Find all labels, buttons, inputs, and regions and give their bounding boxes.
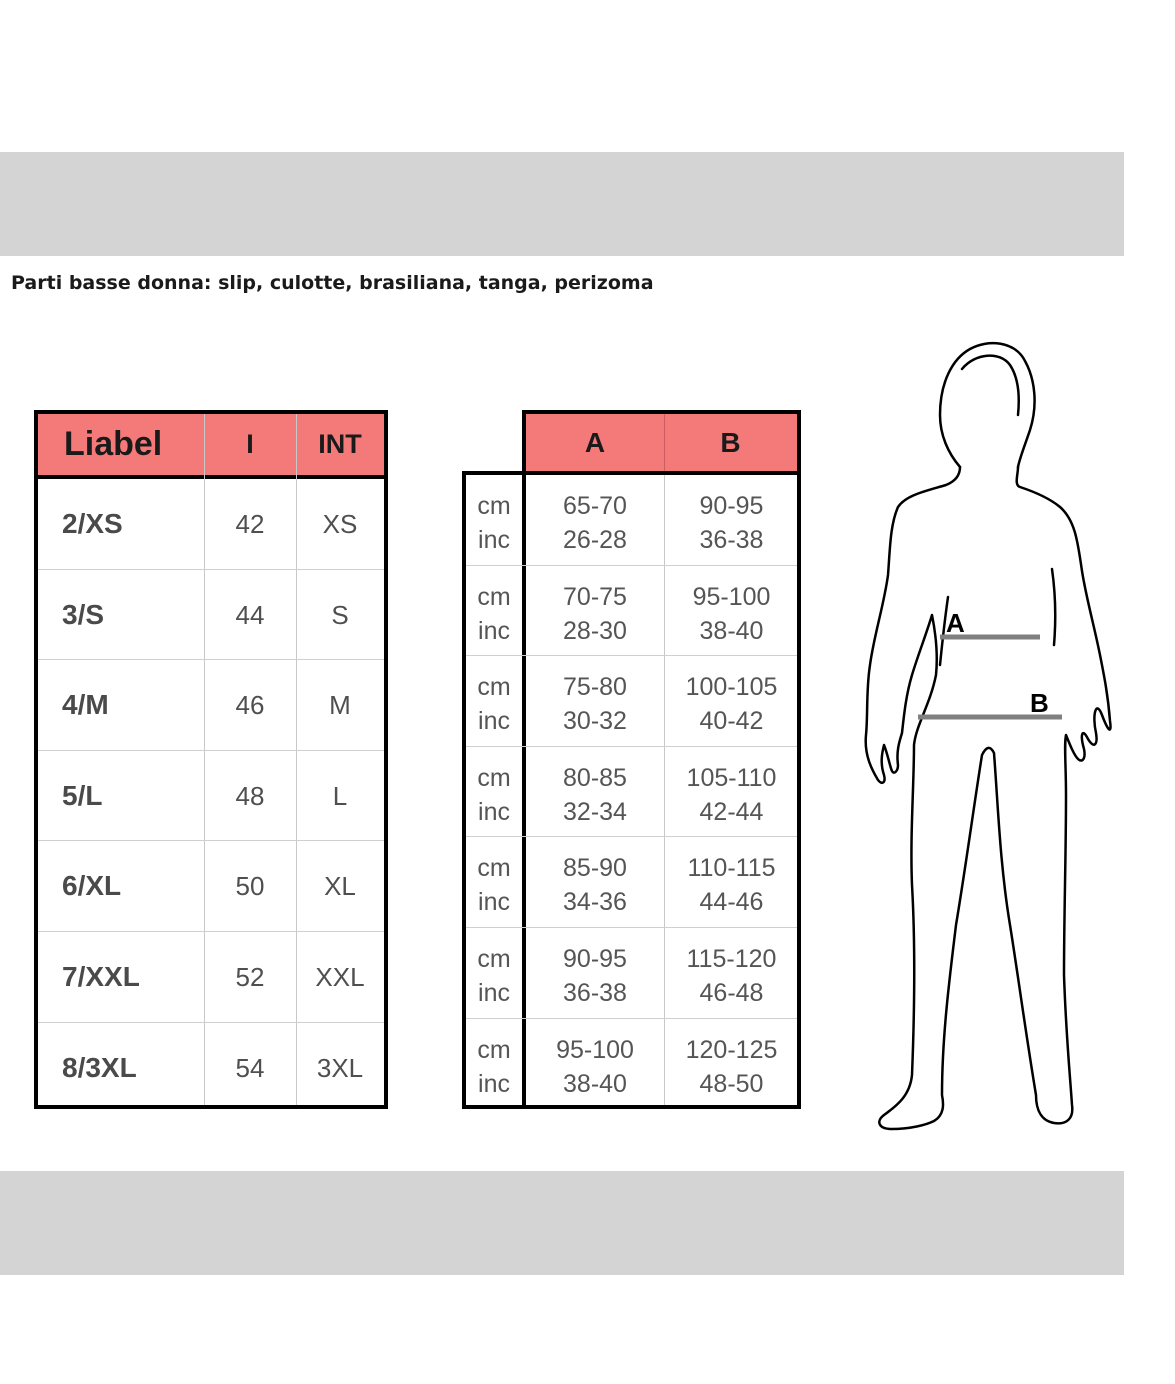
waist-a-cm: 95-100 — [556, 1035, 634, 1064]
size-table-row — [38, 570, 384, 661]
header-international-size: INT — [318, 429, 362, 459]
waist-a-values — [526, 489, 664, 557]
unit-cm: cm — [477, 944, 511, 973]
header-b: B — [720, 427, 741, 458]
unit-cm: cm — [477, 854, 511, 883]
size-table-row — [38, 932, 384, 1023]
hip-b-values — [665, 851, 798, 919]
product-caption: Parti basse donna: slip, culotte, brasiliana, tanga, perizoma — [11, 272, 654, 294]
italian-size: 44 — [235, 599, 265, 630]
hip-b-values — [665, 942, 798, 1010]
international-size: L — [332, 780, 348, 811]
liabel-size: 5/L — [62, 779, 103, 811]
international-size: XS — [322, 509, 358, 539]
size-table-header — [38, 414, 384, 479]
unit-cm: cm — [477, 763, 511, 792]
international-size: S — [331, 599, 349, 630]
waist-a-cm: 80-85 — [563, 763, 627, 792]
size-table-row — [38, 751, 384, 842]
waist-a-values — [526, 670, 664, 738]
hip-b-values — [665, 670, 798, 738]
liabel-size: 7/XXL — [62, 960, 140, 992]
header-a: A — [584, 427, 606, 458]
figure-label-b: B — [1030, 688, 1049, 718]
measure-table-header — [522, 410, 801, 475]
hip-b-inch: 42-44 — [699, 797, 764, 826]
waist-a-cm: 65-70 — [563, 492, 627, 520]
measurement-table — [462, 471, 801, 1109]
figure-head-hair — [962, 356, 1019, 415]
size-conversion-table — [34, 410, 388, 1109]
hip-b-inch: 46-48 — [699, 978, 764, 1007]
figure-right-arm-inner — [1052, 569, 1055, 645]
waist-a-inch: 38-40 — [563, 1069, 627, 1098]
unit-inch: inc — [478, 1069, 510, 1098]
italian-size: 50 — [235, 871, 265, 902]
size-table-row — [38, 660, 384, 751]
unit-labels — [466, 1033, 522, 1101]
hip-b-cm: 120-125 — [685, 1035, 778, 1064]
liabel-size: 4/M — [62, 689, 109, 721]
unit-inch: inc — [478, 616, 510, 645]
size-table-rows — [38, 479, 384, 1113]
unit-cm: cm — [477, 673, 511, 702]
italian-size: 46 — [235, 690, 265, 721]
hip-b-inch: 48-50 — [699, 1069, 764, 1098]
measure-table-row — [466, 656, 797, 747]
international-size: M — [329, 690, 351, 721]
unit-cm: cm — [477, 492, 511, 520]
measure-table-rows — [466, 475, 797, 1109]
hip-b-values — [665, 1033, 798, 1101]
hip-b-values — [665, 761, 798, 829]
measure-table-row — [466, 566, 797, 657]
hip-b-cm: 110-115 — [687, 854, 776, 883]
hip-b-cm: 90-95 — [699, 492, 764, 520]
measure-table-row — [466, 475, 797, 566]
italian-size: 42 — [235, 509, 265, 539]
size-table-row — [38, 479, 384, 570]
hip-b-cm: 95-100 — [692, 582, 771, 611]
unit-labels — [466, 489, 522, 557]
bottom-gray-band — [0, 1171, 1124, 1275]
liabel-size: 8/3XL — [62, 1051, 137, 1083]
waist-a-values — [526, 851, 664, 919]
figure-label-a: A — [946, 608, 965, 638]
unit-labels — [466, 942, 522, 1010]
hip-b-values — [665, 580, 798, 648]
figure-body-outline — [866, 467, 1111, 1129]
liabel-size: 3/S — [62, 598, 105, 630]
measure-table-row — [466, 837, 797, 928]
hip-b-cm: 115-120 — [686, 944, 777, 973]
liabel-size: 6/XL — [62, 870, 122, 902]
measure-table-row — [466, 928, 797, 1019]
waist-a-cm: 90-95 — [563, 944, 627, 973]
unit-labels — [466, 851, 522, 919]
waist-a-cm: 75-80 — [563, 673, 627, 702]
measure-table-row — [466, 747, 797, 838]
waist-a-inch: 32-34 — [563, 797, 627, 826]
unit-labels — [466, 761, 522, 829]
waist-a-inch: 28-30 — [563, 616, 627, 645]
figure-head-outline — [940, 343, 1035, 467]
waist-a-inch: 36-38 — [563, 978, 627, 1007]
waist-a-values — [526, 761, 664, 829]
unit-cm: cm — [477, 582, 511, 611]
unit-inch: inc — [478, 978, 510, 1007]
waist-a-cm: 85-90 — [563, 854, 627, 883]
waist-a-values — [526, 580, 664, 648]
unit-inch: inc — [478, 797, 510, 826]
hip-b-inch: 44-46 — [699, 888, 764, 917]
waist-a-values — [526, 1033, 664, 1101]
waist-a-inch: 34-36 — [563, 888, 627, 917]
unit-cm: cm — [477, 1035, 511, 1064]
hip-b-values — [665, 489, 798, 557]
italian-size: 48 — [235, 780, 265, 811]
unit-inch: inc — [478, 707, 510, 736]
top-gray-band — [0, 152, 1124, 256]
unit-labels — [466, 670, 522, 738]
size-table-row — [38, 841, 384, 932]
unit-inch: inc — [478, 526, 510, 554]
waist-a-cm: 70-75 — [563, 582, 627, 611]
hip-b-cm: 105-110 — [686, 763, 777, 792]
measure-table-row — [466, 1019, 797, 1110]
international-size: 3XL — [316, 1052, 364, 1083]
italian-size: 54 — [235, 1052, 265, 1083]
hip-b-cm: 100-105 — [685, 673, 778, 702]
header-italian-size: I — [246, 429, 254, 459]
unit-inch: inc — [478, 888, 510, 917]
international-size: XXL — [315, 961, 365, 992]
italian-size: 52 — [235, 961, 265, 992]
body-measurement-figure — [860, 335, 1120, 1135]
hip-b-inch: 38-40 — [699, 616, 764, 645]
international-size: XL — [324, 871, 356, 902]
size-table-row — [38, 1023, 384, 1114]
header-liabel: Liabel — [64, 425, 163, 463]
hip-b-inch: 36-38 — [699, 526, 764, 554]
hip-b-inch: 40-42 — [699, 707, 764, 736]
waist-a-inch: 26-28 — [563, 526, 627, 554]
liabel-size: 2/XS — [62, 508, 123, 539]
unit-labels — [466, 580, 522, 648]
waist-a-values — [526, 942, 664, 1010]
waist-a-inch: 30-32 — [563, 707, 627, 736]
